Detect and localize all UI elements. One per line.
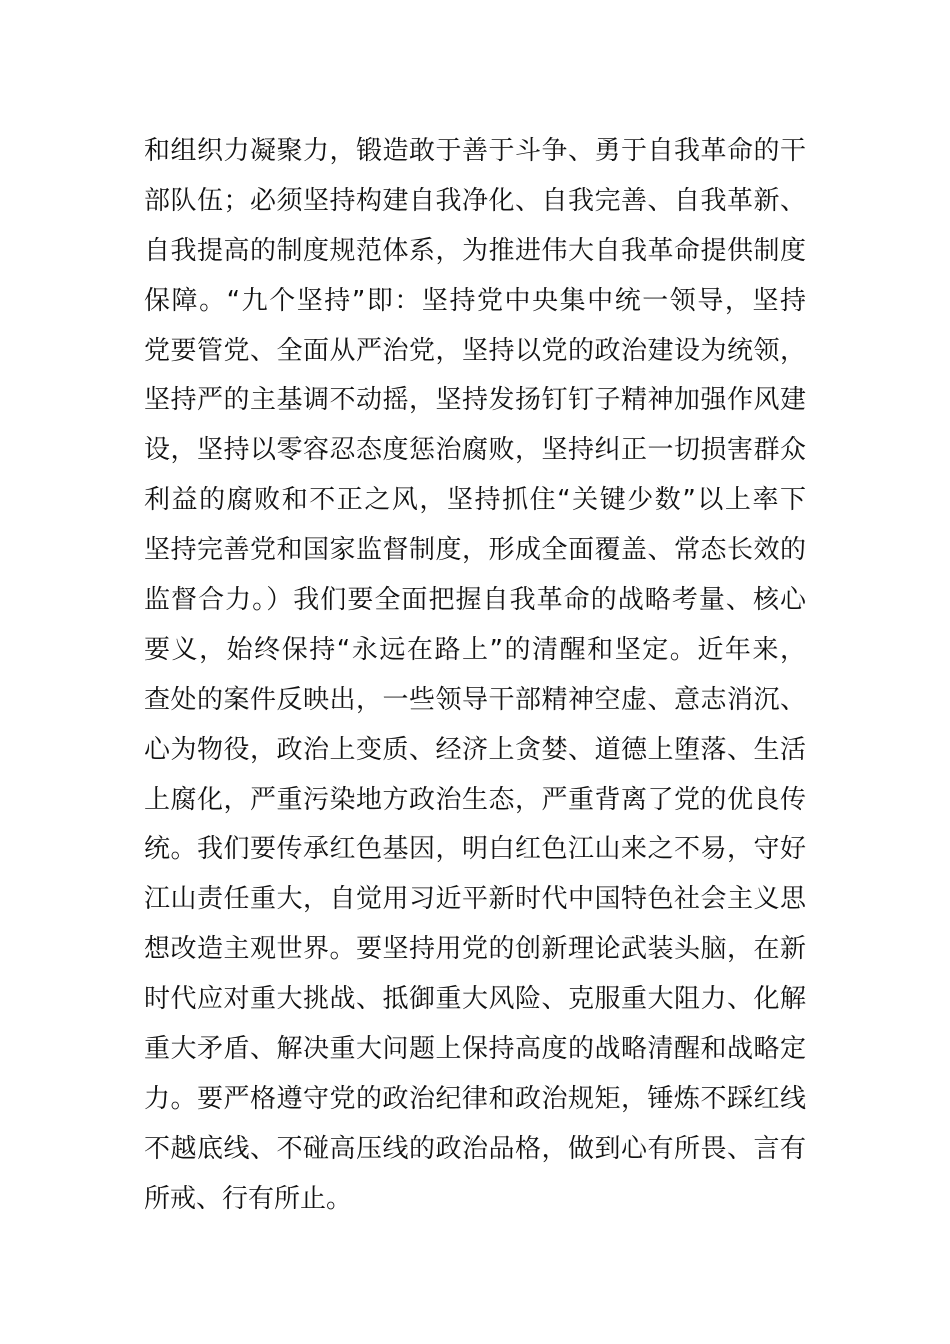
text-line-8: 利益的腐败和不正之风，坚持抓住“关键少数”以上率下: [144, 485, 806, 516]
text-line-20: 力。要严格遵守党的政治纪律和政治规矩，锤炼不踩红线: [144, 1083, 806, 1114]
text-line-2: 部队伍；必须坚持构建自我净化、自我完善、自我革新、: [144, 185, 806, 216]
text-line-5: 党要管党、全面从严治党，坚持以党的政治建设为统领，: [144, 335, 806, 366]
text-line-14: 上腐化，严重污染地方政治生态，严重背离了党的优良传: [144, 784, 806, 815]
text-line-12: 查处的案件反映出，一些领导干部精神空虚、意志消沉、: [144, 684, 806, 715]
text-line-4: 保障。“九个坚持”即：坚持党中央集中统一领导，坚持: [144, 285, 806, 316]
text-line-18: 时代应对重大挑战、抵御重大风险、克服重大阻力、化解: [144, 984, 806, 1015]
text-line-11: 要义，始终保持“永远在路上”的清醒和坚定。近年来，: [144, 634, 806, 665]
body-paragraph: [144, 127, 806, 1225]
text-line-10: 监督合力。）我们要全面把握自我革命的战略考量、核心: [144, 585, 806, 616]
text-line-6: 坚持严的主基调不动摇，坚持发扬钉钉子精神加强作风建: [144, 385, 806, 416]
text-line-9: 坚持完善党和国家监督制度，形成全面覆盖、常态长效的: [144, 535, 806, 566]
text-line-21: 不越底线、不碰高压线的政治品格，做到心有所畏、言有: [144, 1133, 806, 1164]
text-line-19: 重大矛盾、解决重大问题上保持高度的战略清醒和战略定: [144, 1034, 806, 1065]
text-line-13: 心为物役，政治上变质、经济上贪婪、道德上堕落、生活: [144, 734, 806, 765]
text-line-17: 想改造主观世界。要坚持用党的创新理论武装头脑，在新: [144, 934, 806, 965]
text-line-15: 统。我们要传承红色基因，明白红色江山来之不易，守好: [144, 834, 806, 865]
text-line-16: 江山责任重大，自觉用习近平新时代中国特色社会主义思: [144, 884, 806, 915]
text-line-1: 和组织力凝聚力，锻造敢于善于斗争、勇于自我革命的干: [144, 136, 806, 166]
text-line-22: 所戒、行有所止。: [144, 1183, 353, 1214]
text-line-7: 设，坚持以零容忍态度惩治腐败，坚持纠正一切损害群众: [144, 435, 806, 466]
text-line-3: 自我提高的制度规范体系，为推进伟大自我革命提供制度: [144, 235, 806, 266]
